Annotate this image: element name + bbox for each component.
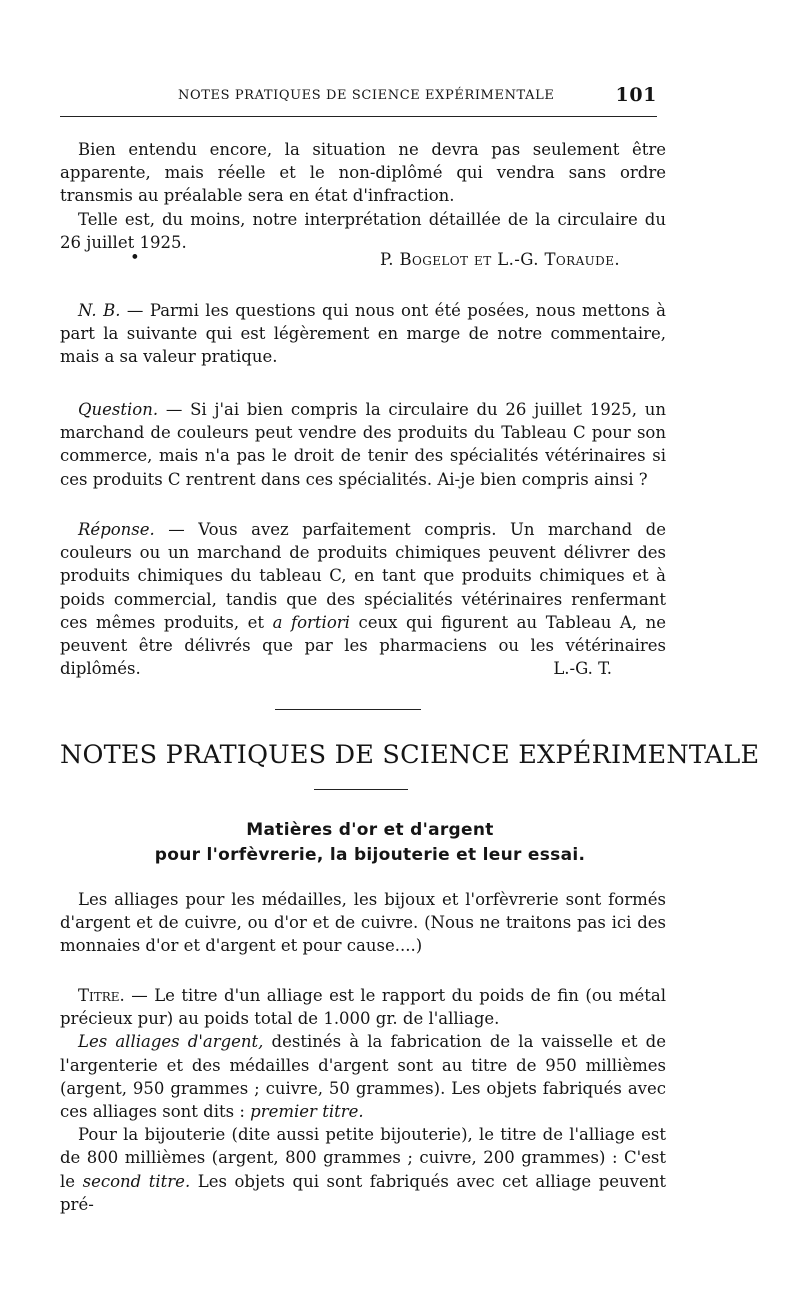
alloys-intro xyxy=(60,888,666,958)
article-subtitle xyxy=(60,818,680,868)
paragraph-interpretation: Telle est, du moins, notre interprétation détaillée de la circulaire du 26 juillet 1925. xyxy=(60,209,666,252)
alloys-intro-text: Les alliages pour les médailles, les bijoux et l'orfèvrerie sont formés d'argent et de cuivre, ou d'or et de cuivre. (Nous ne traitons pas ici des monnaies d'or et d'argent et pour cause....) xyxy=(60,890,666,956)
intro-paragraphs xyxy=(60,138,666,254)
reponse-label: Réponse. xyxy=(78,520,155,539)
reponse-italic: a fortiori xyxy=(272,612,350,632)
alliages-italic: premier titre. xyxy=(250,1102,364,1122)
header-rule xyxy=(60,116,657,117)
author-names: P. Bogelot et L.-G. Toraude. xyxy=(380,250,620,269)
question-label: Question. xyxy=(78,400,159,419)
page-header xyxy=(60,84,657,110)
alliages-label: Les alliages d'argent, xyxy=(78,1032,264,1052)
nb-label: N. B. xyxy=(78,301,121,320)
page-number: 101 xyxy=(615,84,657,106)
running-title: NOTES PRATIQUES DE SCIENCE EXPÉRIMENTALE xyxy=(178,88,555,103)
bijouterie-italic: second titre. xyxy=(82,1171,191,1191)
title-underline xyxy=(314,789,408,790)
question-text: — Si j'ai bien compris la circulaire du 26 juillet 1925, un marchand de couleurs peut vendre des produits du Tableau C pour son commerce, mais n'a pas le droit de tenir des spécialités vétérinaires si ces produits C rentrent dans ces spécialités. Ai-je bien compris ainsi ? xyxy=(60,400,666,489)
alliages-text: destinés à la fabrication de la vaisselle et de l'argenterie et des médailles d'argent sont au titre de 950 millièmes (argent, 950 grammes ; cuivre, 50 grammes). Les objets fabriqués avec ces alliages sont dits : xyxy=(60,1032,666,1122)
paragraph-situation: Bien entendu encore, la situation ne devra pas seulement être apparente, mais réelle et le non-diplômé qui vendra sans ordre transmis au préalable sera en état d'infraction. xyxy=(60,140,666,206)
titre-label: Titre. xyxy=(78,986,125,1005)
reponse-text-2: ceux qui figurent au Tableau A, ne peuvent être délivrés que par les pharmaciens ou les vétérinaires diplômés. xyxy=(60,612,666,679)
section-divider xyxy=(275,709,421,710)
stray-dot: • xyxy=(130,248,140,267)
titre-text: — Le titre d'un alliage est le rapport du poids de fin (ou métal précieux pur) au poids total de 1.000 gr. de l'alliage. xyxy=(60,986,666,1029)
nb-text: — Parmi les questions qui nous ont été posées, nous mettons à part la suivante qui est légèrement en marge de notre commentaire, mais a sa valeur pratique. xyxy=(60,301,667,367)
titre-section xyxy=(60,984,666,1216)
nb-paragraph xyxy=(60,299,666,369)
bijouterie-text-2: Les objets qui sont fabriqués avec cet alliage peuvent pré- xyxy=(60,1171,667,1214)
reponse-initials: L.-G. T. xyxy=(553,659,612,679)
subtitle-line-1: Matières d'or et d'argent xyxy=(246,820,494,840)
question-paragraph xyxy=(60,398,666,491)
subtitle-line-2: pour l'orfèvrerie, la bijouterie et leur essai. xyxy=(154,845,586,865)
section-title: NOTES PRATIQUES DE SCIENCE EXPÉRIMENTALE xyxy=(60,740,760,770)
reponse-paragraph xyxy=(60,518,666,680)
reponse-text-1: — Vous avez parfaitement compris. Un marchand de couleurs ou un marchand de produits chimiques peuvent délivrer des produits chimiques du tableau C, en tant que produits chimiques et à poids commercial, tandis que des spécialités vétérinaires renfermant ces mêmes produits, et xyxy=(60,520,666,632)
bijouterie-text-1: Pour la bijouterie (dite aussi petite bijouterie), le titre de l'alliage est de 800 millièmes (argent, 800 grammes ; cuivre, 200 grammes) : C'est le xyxy=(60,1125,666,1191)
